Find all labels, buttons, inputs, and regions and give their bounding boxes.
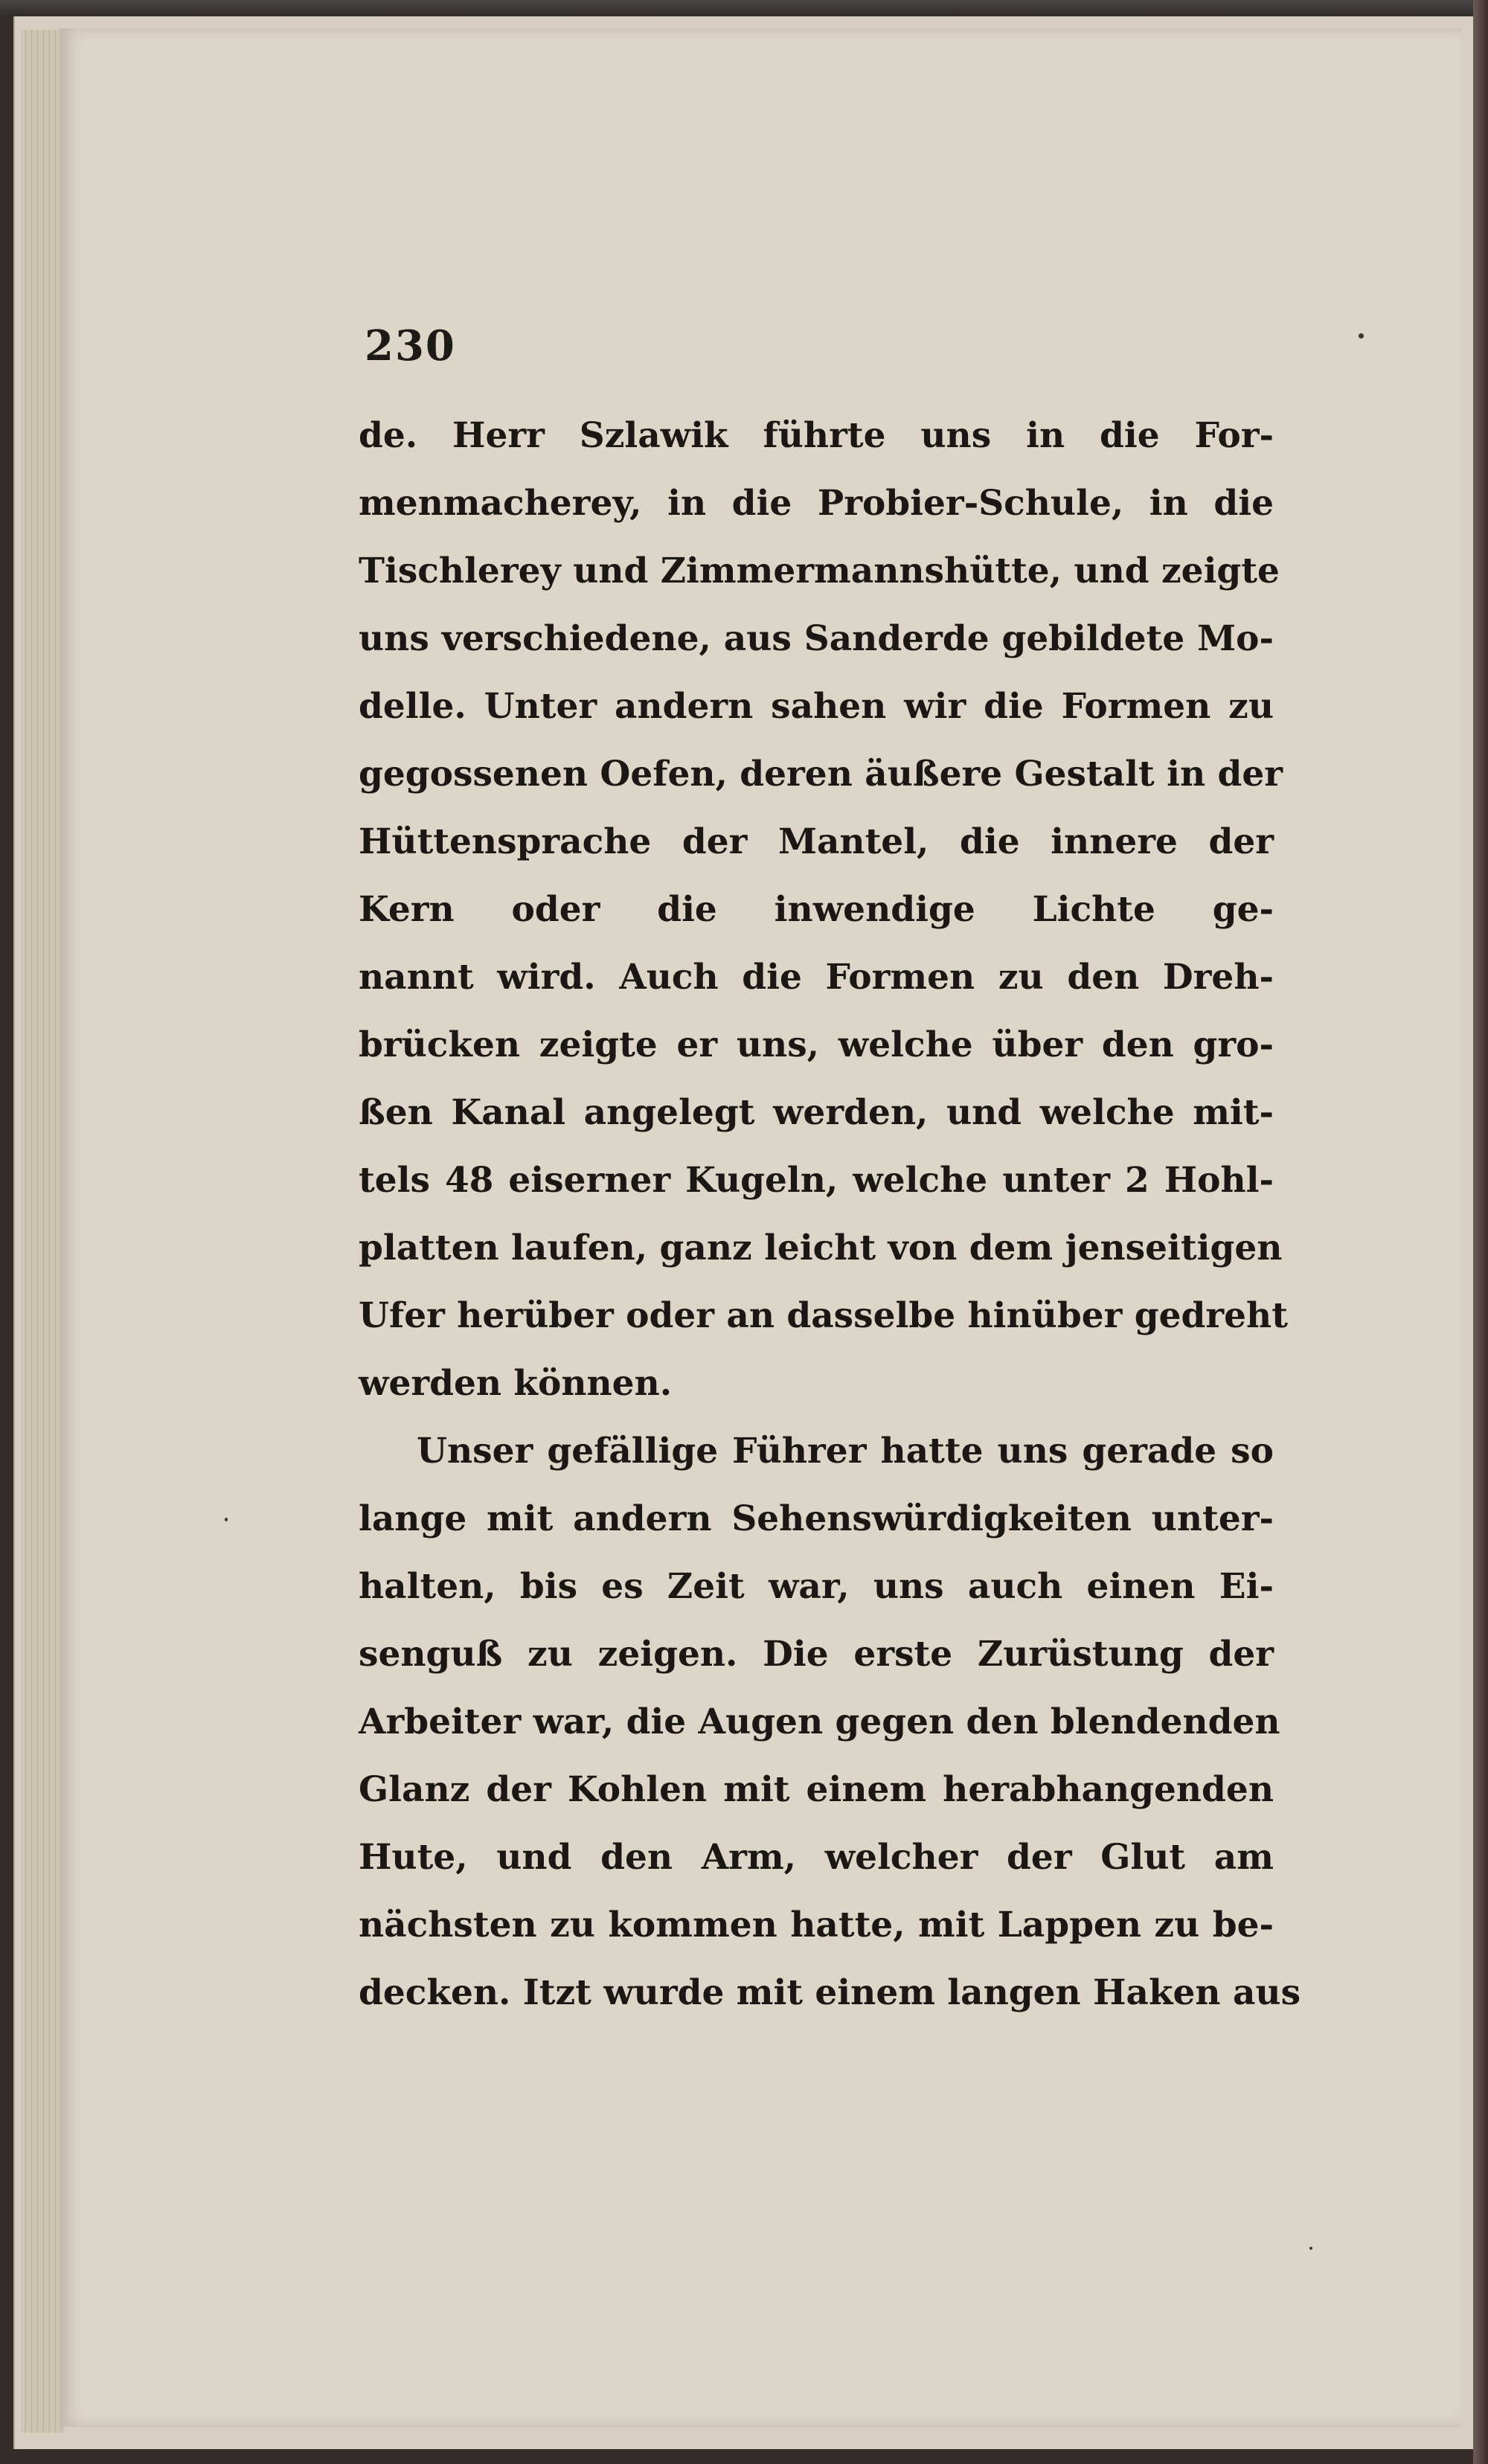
text-line: Kern oder die inwendige Lichte ge- bbox=[359, 889, 1274, 930]
text-line: Arbeiter war, die Augen gegen den blendenden bbox=[359, 1701, 1280, 1742]
paper-speck bbox=[1309, 2247, 1312, 2250]
text-line: menmacherey, in die Probier-Schule, in die bbox=[359, 483, 1274, 524]
text-line: Hüttensprache der Mantel, die innere der bbox=[359, 821, 1274, 862]
book-top-edge bbox=[0, 0, 1488, 18]
paragraph-1 bbox=[359, 402, 1288, 1417]
text-line: de. Herr Szlawik führte uns in die For- bbox=[359, 415, 1274, 456]
body-text bbox=[359, 402, 1301, 2027]
text-line: Glanz der Kohlen mit einem herabhangenden bbox=[359, 1769, 1274, 1810]
text-line: Hute, und den Arm, welcher der Glut am bbox=[359, 1837, 1274, 1878]
text-line: nannt wird. Auch die Formen zu den Dreh- bbox=[359, 957, 1274, 998]
text-line: ßen Kanal angelegt werden, und welche mit- bbox=[359, 1092, 1274, 1133]
text-line: uns verschiedene, aus Sanderde gebildete Mo- bbox=[359, 618, 1274, 659]
text-line: Tischlerey und Zimmermannshütte, und zeigte bbox=[359, 551, 1280, 591]
text-line: halten, bis es Zeit war, uns auch einen Ei- bbox=[359, 1566, 1274, 1607]
text-line: Unser gefällige Führer hatte uns gerade so bbox=[417, 1431, 1274, 1472]
text-line: platten laufen, ganz leicht von dem jenseitigen bbox=[359, 1228, 1283, 1268]
text-line: brücken zeigte er uns, welche über den gro- bbox=[359, 1024, 1274, 1065]
page-number: 230 bbox=[365, 321, 456, 370]
text-line: tels 48 eiserner Kugeln, welche unter 2 Hohl- bbox=[359, 1160, 1274, 1201]
text-line: Ufer herüber oder an dasselbe hinüber gedreht bbox=[359, 1295, 1288, 1336]
page-edges bbox=[21, 30, 64, 2433]
text-line: nächsten zu kommen hatte, mit Lappen zu be- bbox=[359, 1905, 1274, 1945]
paper-speck bbox=[1359, 333, 1364, 339]
book-binding bbox=[1473, 0, 1488, 2464]
text-line: delle. Unter andern sahen wir die Formen zu bbox=[359, 686, 1274, 727]
text-line: senguß zu zeigen. Die erste Zurüstung der bbox=[359, 1634, 1274, 1675]
paragraph-2 bbox=[359, 1417, 1301, 2027]
text-line: decken. Itzt wurde mit einem langen Haken aus bbox=[359, 1972, 1301, 2013]
text-line: gegossenen Oefen, deren äußere Gestalt in der bbox=[359, 754, 1283, 795]
text-line: lange mit andern Sehenswürdigkeiten unter- bbox=[359, 1498, 1274, 1539]
text-line: werden können. bbox=[359, 1363, 673, 1404]
paper-speck bbox=[225, 1518, 228, 1521]
